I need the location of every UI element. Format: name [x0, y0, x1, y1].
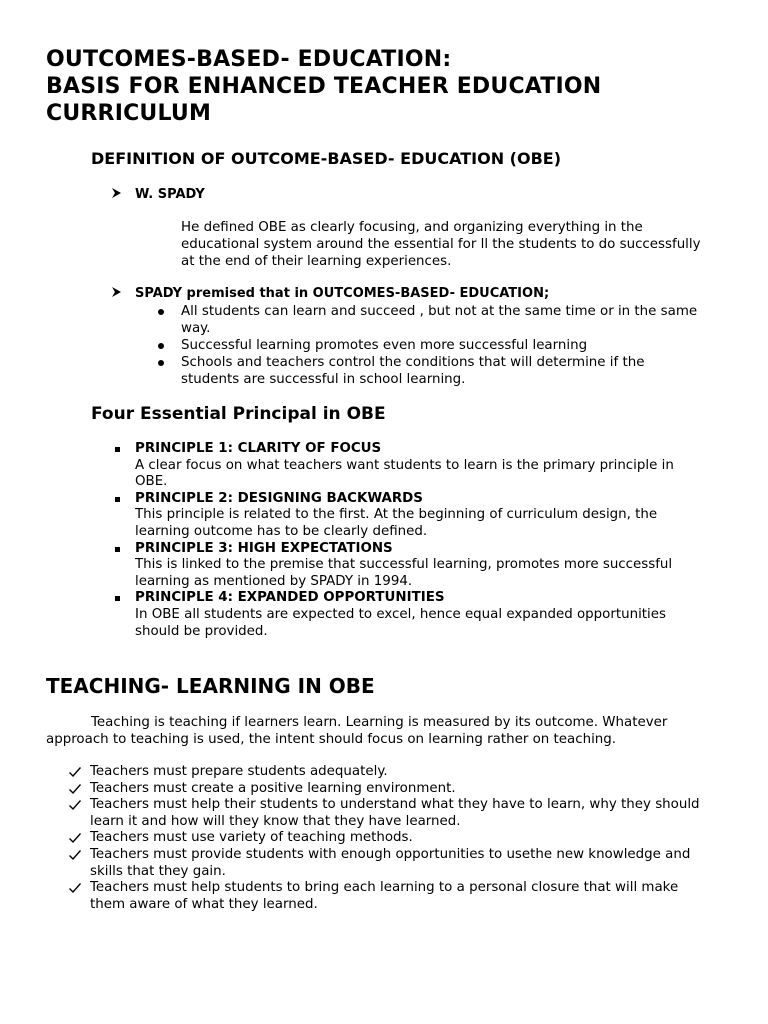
premise-label: SPADY premised that in OUTCOMES-BASED- EDUCATION;	[135, 286, 550, 301]
title-line-2: BASIS FOR ENHANCED TEACHER EDUCATION	[46, 74, 602, 99]
checkmark-bullet-icon	[68, 798, 82, 812]
list-item	[112, 590, 674, 640]
text-line: All students can learn and succeed , but not at the same time or in the same	[181, 304, 698, 319]
text-line: Schools and teachers control the conditions that will determine if the	[181, 355, 645, 370]
list-item	[154, 303, 697, 337]
text-line: Teachers must create a positive learning environment.	[90, 780, 456, 796]
text-line: learn it and how will they know that they have learned.	[90, 813, 461, 829]
text-line: Teaching is teaching if learners learn. Learning is measured by its outcome. Whatever	[91, 715, 668, 730]
text-line: learning as mentioned by SPADY in 1994.	[135, 573, 413, 589]
list-item	[68, 764, 700, 781]
text-line: educational system around the essential for ll the students to do successfully	[181, 237, 701, 252]
teaching-checklist	[68, 764, 700, 913]
round-bullet-icon	[158, 360, 164, 366]
arrowhead-bullet-icon	[111, 186, 135, 203]
text-line: Teachers must provide students with enough opportunities to usethe new knowledge and	[90, 846, 691, 862]
spady-definition-paragraph	[181, 219, 701, 270]
text-line: approach to teaching is used, the intent should focus on learning rather on teaching.	[46, 732, 617, 747]
checkmark-bullet-icon	[68, 881, 82, 895]
title-line-1: OUTCOMES-BASED- EDUCATION:	[46, 47, 452, 72]
principles-heading: Four Essential Principal in OBE	[91, 404, 386, 424]
text-line: In OBE all students are expected to excel, hence equal expanded opportunities	[135, 606, 666, 622]
principle-title: PRINCIPLE 3: HIGH EXPECTATIONS	[135, 540, 393, 556]
text-line: Teachers must help their students to understand what they have to learn, why they should	[90, 797, 700, 813]
text-line: Teachers must help students to bring each learning to a personal closure that will make	[90, 880, 679, 896]
square-bullet-icon	[115, 547, 120, 552]
round-bullet-icon	[158, 343, 164, 349]
list-item	[154, 354, 697, 388]
list-item	[68, 880, 700, 913]
text-line: This principle is related to the first. At the beginning of curriculum design, the	[135, 507, 658, 523]
arrowhead-bullet-icon	[111, 285, 135, 302]
spady-label: W. SPADY	[135, 187, 205, 202]
checkmark-bullet-icon	[68, 765, 82, 779]
text-line: learning outcome has to be clearly defined.	[135, 523, 428, 539]
list-item	[68, 847, 700, 880]
text-line: Teachers must prepare students adequately.	[90, 764, 388, 779]
principle-title: PRINCIPLE 4: EXPANDED OPPORTUNITIES	[135, 590, 445, 606]
principle-title: PRINCIPLE 1: CLARITY OF FOCUS	[135, 441, 382, 456]
text-line: skills that they gain.	[90, 863, 226, 879]
text-line: A clear focus on what teachers want students to learn is the primary principle in	[135, 457, 674, 473]
square-bullet-icon	[115, 447, 120, 452]
premise-arrow-item	[111, 285, 549, 302]
document-title	[46, 46, 601, 127]
premise-list	[154, 303, 697, 388]
principles-list	[112, 441, 674, 640]
list-item	[112, 491, 674, 541]
title-line-3: CURRICULUM	[46, 101, 212, 126]
list-item	[112, 441, 674, 491]
list-item	[68, 781, 700, 798]
text-line: Teachers must use variety of teaching methods.	[90, 830, 413, 846]
text-line: should be provided.	[135, 623, 268, 639]
text-line: Successful learning promotes even more successful learning	[181, 338, 588, 353]
text-line: This is linked to the premise that successful learning, promotes more successful	[135, 557, 673, 573]
principle-title: PRINCIPLE 2: DESIGNING BACKWARDS	[135, 490, 423, 506]
checkmark-bullet-icon	[68, 848, 82, 862]
checkmark-bullet-icon	[68, 782, 82, 796]
text-line: students are successful in school learning.	[181, 372, 466, 387]
list-item	[112, 541, 674, 591]
list-item	[154, 337, 697, 354]
round-bullet-icon	[158, 309, 164, 315]
checkmark-bullet-icon	[68, 831, 82, 845]
text-line: way.	[181, 321, 211, 336]
spady-arrow-item	[111, 186, 205, 203]
definition-heading: DEFINITION OF OUTCOME-BASED- EDUCATION (OBE)	[91, 149, 561, 168]
list-item	[68, 797, 700, 830]
square-bullet-icon	[115, 596, 120, 601]
teaching-intro-paragraph	[46, 714, 667, 748]
text-line: OBE.	[135, 474, 168, 490]
square-bullet-icon	[115, 497, 120, 502]
text-line: He defined OBE as clearly focusing, and organizing everything in the	[181, 220, 643, 235]
text-line: them aware of what they learned.	[90, 896, 318, 912]
teaching-heading: TEACHING- LEARNING IN OBE	[46, 674, 375, 698]
list-item	[68, 830, 700, 847]
text-line: at the end of their learning experiences.	[181, 254, 452, 269]
